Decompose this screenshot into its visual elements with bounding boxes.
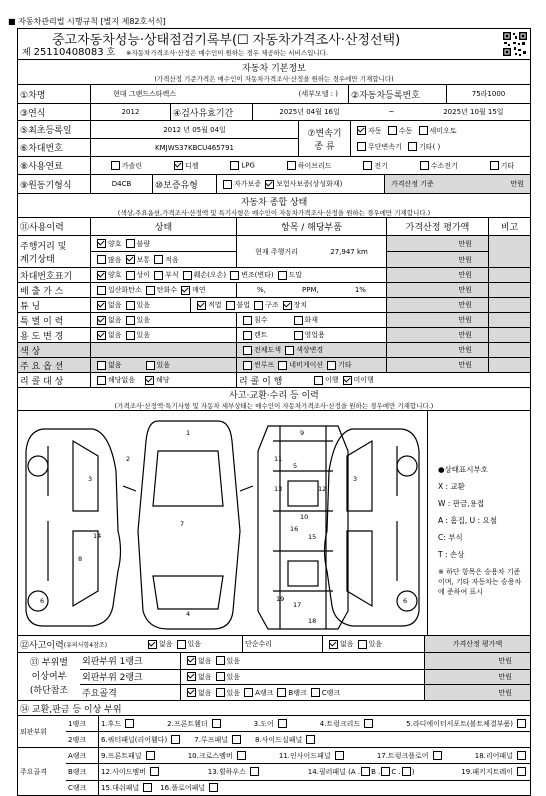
fuel-electric-checkbox[interactable]	[363, 161, 372, 170]
purpose-business-checkbox[interactable]	[294, 331, 303, 340]
detail-model: (세부모델 : )	[298, 90, 338, 98]
side-sill-checkbox[interactable]	[306, 735, 315, 744]
mileage-few-checkbox[interactable]	[154, 255, 163, 264]
inside-panel-checkbox[interactable]	[335, 751, 344, 760]
legend-exchange: X : 교환	[438, 482, 465, 491]
options-other-checkbox[interactable]	[327, 361, 336, 370]
mileage-normal-checkbox[interactable]	[126, 255, 135, 264]
basic-info-note: (가격산정 기준가격은 매수인이 자동차가격조사·산정을 원하는 경우에만 기재합니다)	[154, 75, 394, 83]
tuning-legal-checkbox[interactable]	[197, 301, 206, 310]
diagram-label-3a: 3	[88, 475, 93, 483]
diagram-label-13: 13	[274, 485, 283, 493]
frame-rank-b-checkbox[interactable]	[277, 688, 286, 697]
legend-rust: C: 부식	[438, 533, 463, 542]
car-top-outline	[138, 421, 240, 629]
tuning-illegal-checkbox[interactable]	[226, 301, 235, 310]
basic-info-header	[18, 59, 530, 84]
fuel-label: ⑧사용연료	[20, 162, 63, 172]
status-header	[18, 193, 530, 217]
diagram-label-4: 4	[186, 610, 191, 618]
diagram-label-5: 5	[293, 462, 298, 470]
fuel-row	[18, 156, 530, 174]
tuning-device-checkbox[interactable]	[283, 301, 292, 310]
diagram-label-16: 16	[290, 525, 299, 533]
fuel-diesel-checkbox[interactable]	[174, 161, 183, 170]
fuel-hybrid-checkbox[interactable]	[287, 161, 296, 170]
recall-yes-checkbox[interactable]	[145, 376, 154, 385]
trans-manual-checkbox[interactable]	[388, 126, 397, 135]
outer2-yes-checkbox[interactable]	[216, 672, 225, 681]
reg-no-value: 75라1000	[446, 85, 530, 103]
status-title: 자동차 종합 상태	[240, 197, 308, 208]
vin-mark-diff-checkbox[interactable]	[126, 271, 135, 280]
accident-none-checkbox[interactable]	[148, 640, 157, 649]
trans-other-checkbox[interactable]	[408, 142, 417, 151]
legend-scratch: A : 흠집, U : 요철	[438, 516, 497, 525]
engine-value: D4CB	[90, 175, 152, 193]
col-note: 비고	[488, 218, 530, 235]
form-title-row	[18, 29, 530, 59]
trans-options: 자동 수동 세미오토 무단변속기 기타( )	[350, 121, 530, 156]
year-label: ③연식	[20, 108, 46, 119]
emission-smoke-checkbox[interactable]	[181, 286, 190, 295]
diagram-label-6b: 6	[403, 597, 408, 605]
outer-rank1-label: 외판부위 1랭크	[82, 657, 143, 668]
special-flood-checkbox[interactable]	[243, 316, 252, 325]
emission-co-checkbox[interactable]	[97, 286, 106, 295]
accident-yes-checkbox[interactable]	[177, 640, 186, 649]
roof-panel-checkbox[interactable]	[232, 735, 241, 744]
simple-repair-label: 단순수리	[242, 636, 322, 652]
pillar-a-checkbox[interactable]	[361, 767, 370, 776]
door-checkbox[interactable]	[278, 719, 287, 728]
diagram-label-1: 1	[186, 429, 191, 437]
engine-label: ⑨원동기형식	[20, 180, 72, 191]
purpose-rent-checkbox[interactable]	[243, 331, 252, 340]
recall-done-checkbox[interactable]	[314, 376, 323, 385]
exchange-outer-label: 외판부위	[20, 727, 48, 736]
warranty-self-checkbox[interactable]	[223, 180, 232, 189]
options-label: 주 요 옵 션	[18, 358, 90, 372]
front-fender-checkbox[interactable]	[212, 719, 221, 728]
diagram-label-9: 9	[300, 429, 305, 437]
trunk-floor-checkbox[interactable]	[433, 751, 442, 760]
tuning-yes-checkbox[interactable]	[126, 301, 135, 310]
warranty-label: ⑩보증유형	[152, 175, 216, 193]
side-member-checkbox[interactable]	[150, 767, 159, 776]
frame-yes-checkbox[interactable]	[216, 688, 225, 697]
vin-mark-good-checkbox[interactable]	[97, 271, 106, 280]
purpose-label: 용 도 변 경	[20, 331, 64, 342]
main-frame-label: 주요골격	[82, 689, 117, 700]
mileage-value: 27,947 km	[330, 247, 368, 256]
special-label: 특 별 이 력	[20, 316, 64, 327]
recall-row: 리 콜 대 상 해당없음 해당 리 콜 이 행 이행 미이행	[18, 372, 530, 387]
status-col-header	[18, 217, 530, 235]
diagram-label-11: 11	[274, 455, 283, 463]
legend-note: ※ 하단 항목은 승용차 기준이며, 기타 자동차는 승용차에 준하여 표시	[438, 568, 522, 596]
trans-kind-label: 종 류	[314, 141, 335, 152]
mileage-many-checkbox[interactable]	[97, 255, 106, 264]
trans-label: ⑦변속기	[307, 128, 342, 139]
options-none-checkbox[interactable]	[97, 361, 106, 370]
frame-none-checkbox[interactable]	[187, 688, 196, 697]
trans-auto-checkbox[interactable]	[357, 126, 366, 135]
recall-done-label: 리 콜 이 행	[236, 373, 308, 387]
warranty-insurer-checkbox[interactable]	[265, 180, 274, 189]
recall-label: 리 콜 대 상	[20, 376, 64, 387]
vin-label: ⑥차대번호	[20, 144, 63, 155]
purpose-change-row: 용 도 변 경 없음 있음 렌트 영업용 만원	[18, 327, 530, 342]
diagram-label-7: 7	[180, 520, 185, 528]
fuel-gasoline-checkbox[interactable]	[111, 161, 120, 170]
fuel-other-checkbox[interactable]	[490, 161, 499, 170]
inspection-form	[17, 28, 531, 796]
mileage-bad-checkbox[interactable]	[126, 239, 135, 248]
diagram-label-10: 10	[300, 513, 309, 521]
diagram-label-3b: 3	[353, 475, 358, 483]
mileage-label-2: 계기상태	[20, 254, 55, 265]
diagram-label-19: 19	[276, 595, 285, 603]
options-yes-checkbox[interactable]	[146, 361, 155, 370]
trans-cvt-checkbox[interactable]	[357, 142, 366, 151]
outer-rank2-label: 외판부위 2랭크	[82, 673, 143, 684]
mileage-good-checkbox[interactable]	[97, 239, 106, 248]
tuning-none-checkbox[interactable]	[97, 301, 106, 310]
vehicle-diagram-area	[18, 410, 530, 635]
radiator-support-checkbox[interactable]	[517, 719, 526, 728]
status-legend	[427, 411, 530, 636]
validity-to: 2025년 10월 15일	[443, 108, 504, 116]
first-reg-row	[18, 120, 530, 156]
legend-damage: T : 손상	[438, 550, 465, 559]
exchange-frame-row: 주요골격 A랭크 9.프론트패널 10.크로스멤버 11.인사이드패널 17.트렁크플로어 18.리어패널 B랭크 12.사이드멤버 13.휠하우스 14.필러패널 (A . B . C . ) 19.패키지트레이 C랭크 15.대쉬패널 16.플로어패널	[18, 747, 530, 795]
legend-weld: W : 판금,용접	[438, 499, 485, 508]
first-reg-value: 2012 년 05월 04일	[90, 121, 298, 138]
special-none-checkbox[interactable]	[97, 316, 106, 325]
service-note: ※자동차가격조사·산정은 매수인이 원하는 경우 제공하는 서비스입니다.	[126, 49, 329, 57]
form-number-line: 제 25110408083 호 ※자동차가격조사·산정은 매수인이 원하는 경우 제공하는 서비스입니다.	[22, 47, 329, 58]
color-label: 색 상	[18, 343, 90, 357]
status-note: (색상,주요옵션,가격조사·산정액 및 특기사항은 매수인이 자동차가격조사·산정을 원하는 경우에만 기재합니다.)	[117, 208, 431, 217]
outer2-none-checkbox[interactable]	[187, 672, 196, 681]
engine-row	[18, 174, 530, 193]
mileage-row: 주행거리 및 계기상태 양호 불량 많음 보통 적음 현재 주행거리 27,947 km 만원 만원	[18, 235, 530, 267]
fuel-lpg-checkbox[interactable]	[230, 161, 239, 170]
tuning-label: 튜 닝	[20, 301, 41, 312]
front-panel-checkbox[interactable]	[146, 751, 155, 760]
special-yes-checkbox[interactable]	[126, 316, 135, 325]
car-frame-outline	[258, 426, 348, 629]
vin-mark-alter-checkbox[interactable]	[230, 271, 239, 280]
recall-none-checkbox[interactable]	[97, 376, 106, 385]
mileage-text: 현재 주행거리	[255, 247, 298, 256]
form-number: 25110408083	[33, 47, 104, 58]
frame-rank-c-checkbox[interactable]	[311, 688, 320, 697]
accident-title: 사고·교환·수리 등 이력	[229, 391, 319, 401]
options-sunroof-checkbox[interactable]	[243, 361, 252, 370]
form-title: 중고자동차성능·상태점검기록부(☐ 자동차가격조사·산정선택)	[52, 33, 401, 48]
recall-not-done-checkbox[interactable]	[343, 376, 352, 385]
options-navi-checkbox[interactable]	[278, 361, 287, 370]
accident-note: (가격조사·산정액·특기사항 및 자동차 세부상태는 매수인이 자동차가격조사·산정을 원하는 경우에만 기재합니다.)	[114, 402, 434, 410]
emission-hc-checkbox[interactable]	[146, 286, 155, 295]
diagram-label-2: 2	[126, 455, 131, 463]
validity-label: ④검사유효기간	[170, 104, 252, 120]
reg-no-label: ②자동차등록번호	[348, 85, 446, 103]
package-tray-checkbox[interactable]	[517, 767, 526, 776]
year-value: 2012	[90, 104, 170, 120]
car-name-row	[18, 84, 530, 103]
diagram-label-18: 18	[308, 617, 317, 625]
cross-member-checkbox[interactable]	[237, 751, 246, 760]
regulation-note: ■ 자동차관리법 시행규칙 [별지 제82호서식]	[8, 17, 166, 26]
vin-mark-paint-checkbox[interactable]	[278, 271, 287, 280]
car-name-value: 현대 그랜드스타렉스	[113, 90, 177, 98]
emission-row: 배 출 가 스 일산화탄소 탄화수 매연 %, PPM, 1% 만원	[18, 282, 530, 297]
exchange-header	[18, 700, 530, 715]
color-row: 색 상 전체도색 색상변경 만원	[18, 342, 530, 357]
accident-history-row: ⑫사고이력 (유의사항4참조) 없음 있음 단순수리 없음 있음 가격산정 평가액	[18, 635, 530, 652]
diagram-label-14: 14	[93, 532, 102, 540]
main-options-row: 주 요 옵 션 없음 있음 썬루프 네비게이션 기타 만원	[18, 357, 530, 372]
simple-repair-none-checkbox[interactable]	[329, 640, 338, 649]
fuel-hydrogen-checkbox[interactable]	[420, 161, 429, 170]
pillar-c-checkbox[interactable]	[402, 767, 411, 776]
validity-from: 2025년 04월 16일	[279, 108, 340, 116]
vin-value: KMJWS37KBCU465791	[90, 139, 298, 156]
basic-info-title: 자동차 기본정보	[242, 64, 306, 74]
exchange-frame-label: 주요골격	[20, 767, 48, 776]
trunk-lid-checkbox[interactable]	[364, 719, 373, 728]
legend-title: ●상태표시부호	[438, 465, 489, 474]
special-history-row: 특 별 이 력 없음 있음 침수 화재 만원	[18, 312, 530, 327]
diagram-label-12: 12	[318, 485, 327, 493]
pillar-b-checkbox[interactable]	[381, 767, 390, 776]
tuning-structure-checkbox[interactable]	[254, 301, 263, 310]
color-full-paint-checkbox[interactable]	[243, 346, 252, 355]
parts-abnormal-row: ⑬ 부위별 이상여부 (하단참조 외판부위 1랭크 없음 있음 만원 외판부위 2랭크 없음 있음 만원 주요골격 없음 있음 A랭크 B랭크 C랭크 만원	[18, 652, 530, 700]
rear-panel-checkbox[interactable]	[517, 751, 526, 760]
trans-semi-checkbox[interactable]	[419, 126, 428, 135]
purpose-none-checkbox[interactable]	[97, 331, 106, 340]
frame-rank-a-checkbox[interactable]	[244, 688, 253, 697]
col-history: ⑪사용이력	[20, 223, 64, 233]
outer1-yes-checkbox[interactable]	[216, 656, 225, 665]
color-change-checkbox[interactable]	[285, 346, 294, 355]
warranty-options: 자가보증 보험사보증(상성화재)	[216, 175, 384, 193]
col-price: 가격산정 평가액	[386, 218, 488, 235]
price-basis-label: 가격산정 기준	[391, 180, 434, 188]
diagram-label-8: 8	[78, 555, 83, 563]
accident-price-label: 가격산정 평가액	[424, 636, 530, 652]
vin-mark-rust-checkbox[interactable]	[154, 271, 163, 280]
diagram-label-6a: 6	[40, 597, 45, 605]
purpose-yes-checkbox[interactable]	[126, 331, 135, 340]
price-basis-unit: 만원	[510, 180, 524, 188]
tuning-row: 튜 닝 없음 있음 적법 불법 구조 장치 만원	[18, 297, 530, 312]
wheel-house-checkbox[interactable]	[250, 767, 259, 776]
outer1-none-checkbox[interactable]	[187, 656, 196, 665]
qr-code-icon	[502, 31, 528, 57]
fuel-options: 가솔린 디젤 LPG 하이브리드 전기 수소전기 기타	[90, 157, 530, 174]
accident-header	[18, 387, 530, 410]
mileage-label-1: 주행거리 및	[20, 241, 67, 252]
special-fire-checkbox[interactable]	[294, 316, 303, 325]
vin-mark-label: 차대번호표기	[20, 271, 73, 282]
exchange-title: ⑭ 교환,판금 등 이상 부위	[20, 704, 122, 715]
vin-mark-damage-checkbox[interactable]	[183, 271, 192, 280]
vehicle-diagram	[18, 411, 427, 636]
simple-repair-yes-checkbox[interactable]	[358, 640, 367, 649]
diagram-label-17: 17	[293, 601, 302, 609]
vin-mark-row: 차대번호표기 양호 상이 부식 훼손(오손) 변조(변타) 도말 만원	[18, 267, 530, 282]
history-label: ⑫사고이력	[20, 640, 64, 651]
col-items: 항목 / 해당부품	[236, 218, 386, 235]
quarter-panel-checkbox[interactable]	[171, 735, 180, 744]
col-state: 상태	[90, 218, 236, 235]
year-row: ③연식 2012 ④검사유효기간 2025년 04월 16일 ~ 2025년 10월 15일	[18, 103, 530, 120]
hood-checkbox[interactable]	[125, 719, 134, 728]
exchange-outer-row: 외판부위 1랭크 1.후드 2.프론트휀더 3.도어 4.트렁크리드 5.라디에이터서포트(볼트체결부품) 2랭크 6.쿼터패널(리어휀다) 7.루프패널 8.사이드실패널	[18, 715, 530, 747]
diagram-label-15: 15	[308, 533, 317, 541]
car-name-label: ①차명	[20, 90, 46, 101]
first-reg-label: ⑤최초등록일	[20, 126, 72, 137]
emission-label: 배 출 가 스	[20, 286, 64, 297]
